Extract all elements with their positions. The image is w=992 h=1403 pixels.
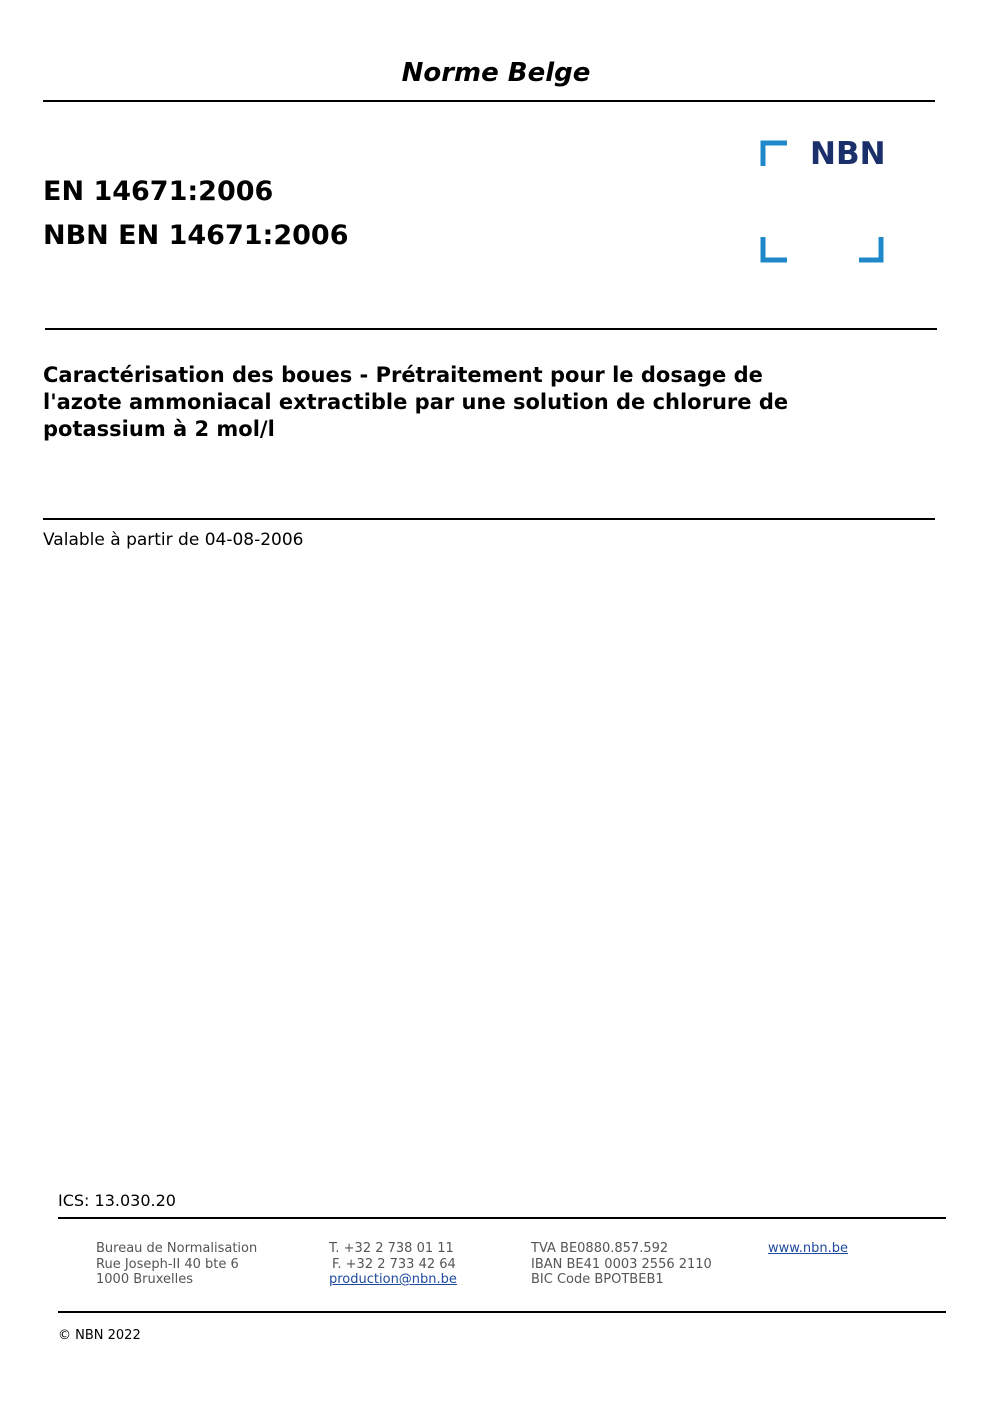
validity-date: Valable à partir de 04-08-2006 xyxy=(43,530,304,550)
footer-bottom-divider xyxy=(58,1311,946,1313)
copyright-notice: © NBN 2022 xyxy=(58,1328,141,1343)
nbn-standard-code: NBN EN 14671:2006 xyxy=(43,220,349,251)
phone-number: T. +32 2 738 01 11 xyxy=(329,1241,454,1256)
bic-code: BIC Code BPOTBEB1 xyxy=(531,1272,664,1287)
page-header-title: Norme Belge xyxy=(401,58,591,88)
header-divider xyxy=(43,100,935,102)
address-line: Rue Joseph-II 40 bte 6 xyxy=(96,1256,239,1272)
document-title-line: Caractérisation des boues - Prétraitement pour le dosage de xyxy=(43,363,763,387)
footer-contact xyxy=(329,1241,457,1288)
fax-number: F. +32 2 733 42 64 xyxy=(332,1256,456,1272)
ics-code: ICS: 13.030.20 xyxy=(58,1191,176,1210)
footer-bank xyxy=(531,1241,712,1288)
address-line: Bureau de Normalisation xyxy=(96,1241,258,1256)
logo-bracket-bottom-right xyxy=(859,237,881,260)
title-divider xyxy=(43,518,935,520)
codes-divider xyxy=(45,328,937,330)
email-link[interactable]: production@nbn.be xyxy=(329,1272,457,1287)
document-title-line: l'azote ammoniacal extractible par une solution de chlorure de xyxy=(43,390,789,414)
vat-number: TVA BE0880.857.592 xyxy=(531,1241,669,1256)
website-link[interactable]: www.nbn.be xyxy=(768,1241,848,1256)
footer-website xyxy=(768,1241,848,1257)
nbn-logo-text: NBN xyxy=(810,136,886,172)
address-line: 1000 Bruxelles xyxy=(96,1272,194,1287)
document-title-line: potassium à 2 mol/l xyxy=(43,417,275,441)
en-standard-code: EN 14671:2006 xyxy=(43,176,274,207)
logo-bracket-top-left xyxy=(763,143,787,166)
footer-address xyxy=(96,1241,257,1288)
footer-top-divider xyxy=(58,1217,946,1219)
logo-bracket-bottom-left xyxy=(763,237,787,260)
iban-number: IBAN BE41 0003 2556 2110 xyxy=(531,1256,712,1272)
document-title xyxy=(43,362,923,443)
